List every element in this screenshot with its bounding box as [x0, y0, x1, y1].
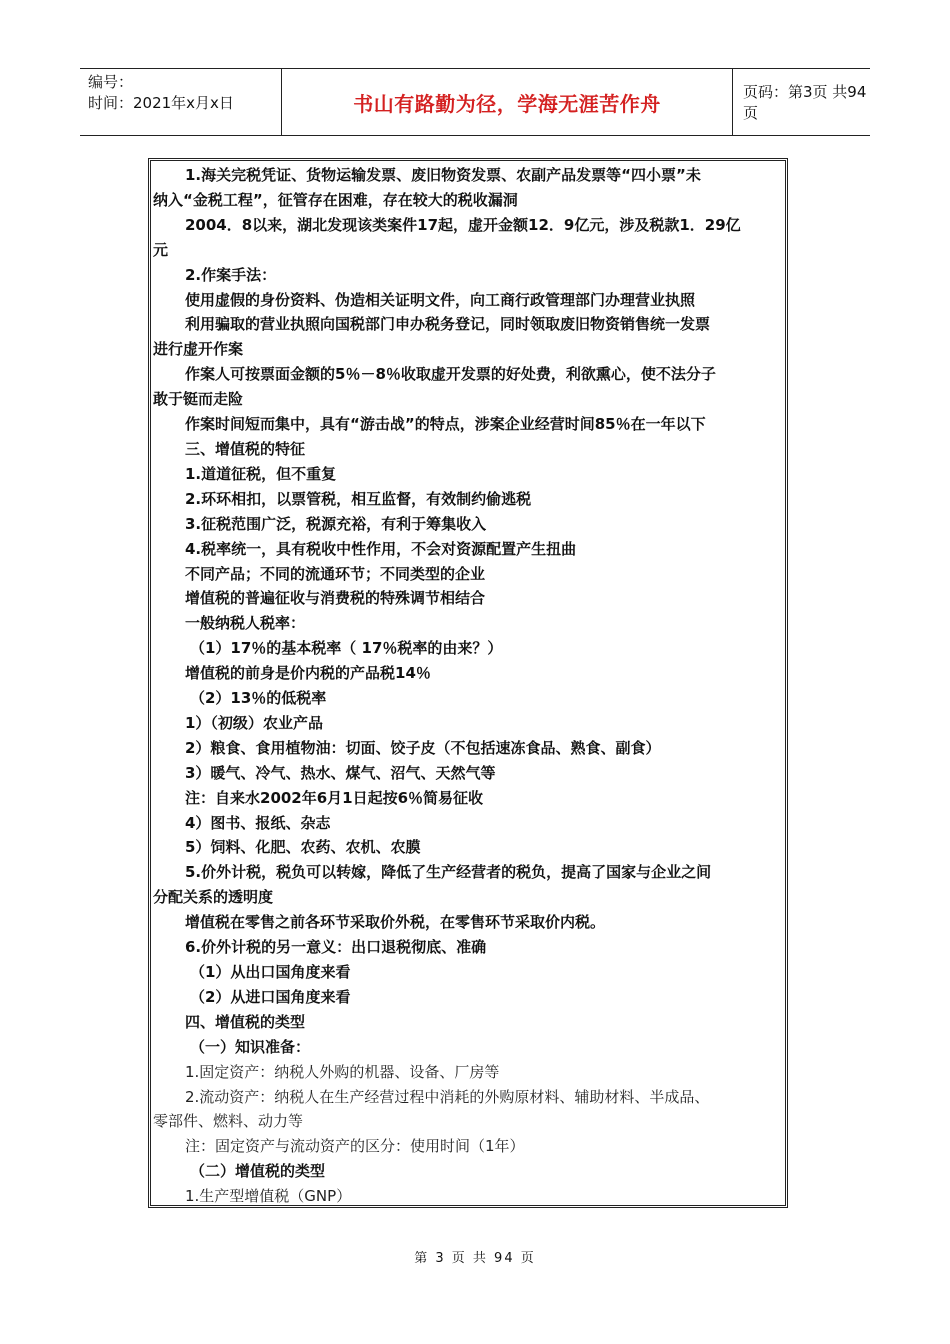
text-line: 利用骗取的营业执照向国税部门申办税务登记，同时领取废旧物资销售统一发票 [185, 315, 711, 334]
text-line: （1）17％的基本税率（ 17％税率的由来？） [190, 639, 503, 658]
text-line: 一般纳税人税率： [185, 614, 306, 633]
page-info: 页码：第3页 共94页 [743, 83, 867, 122]
text-line: 增值税的前身是价内税的产品税14％ [185, 664, 431, 683]
text-line: 1.海关完税凭证、货物运输发票、废旧物资发票、农副产品发票等“四小票”未 [185, 166, 701, 184]
text-line: 5）饲料、化肥、农药、农机、农膜 [185, 838, 421, 857]
text-line: 5.价外计税，税负可以转嫁，降低了生产经营者的税负，提高了国家与企业之间 [185, 863, 712, 882]
text-line: 元 [153, 240, 169, 259]
text-line: 注：固定资产与流动资产的区分：使用时间（1年） [185, 1137, 525, 1156]
text-line: 3.征税范围广泛，税源充裕，有利于筹集收入 [185, 514, 487, 533]
motto: 书山有路勤为径，学海无涯苦作舟 [282, 69, 733, 135]
page-footer: 第 3 页 共 94 页 [414, 1251, 536, 1266]
text-line: 分配关系的透明度 [153, 888, 274, 907]
text-line: 零部件、燃料、动力等 [153, 1112, 304, 1131]
text-line: （二）增值税的类型 [190, 1162, 326, 1181]
content-box [148, 158, 788, 1208]
text-line: 4）图书、报纸、杂志 [185, 813, 331, 832]
header-left-cell [80, 69, 282, 135]
header-table [80, 68, 870, 136]
section-heading: 四、增值税的类型 [185, 1012, 306, 1031]
content-lines [153, 163, 783, 1209]
code-label: 编号： [88, 73, 134, 91]
text-line: 2）粮食、食用植物油：切面、饺子皮（不包括速冻食品、熟食、副食） [185, 738, 661, 757]
text-line: 不同产品；不同的流通环节；不同类型的企业 [185, 564, 486, 583]
section-heading: 三、增值税的特征 [185, 439, 306, 458]
text-line: 1.固定资产：纳税人外购的机器、设备、厂房等 [185, 1062, 500, 1081]
text-line: 2.作案手法： [185, 265, 277, 284]
text-line: 2004．8以来，湖北发现该类案件17起，虚开金额12．9亿元，涉及税款1．29亿 [185, 215, 741, 234]
text-line: （2）从进口国角度来看 [190, 987, 351, 1006]
text-line: 2.流动资产：纳税人在生产经营过程中消耗的外购原材料、辅助材料、半成品、 [185, 1087, 710, 1106]
text-line: 增值税在零售之前各环节采取价外税，在零售环节采取价内税。 [185, 913, 606, 932]
text-line: 敢于铤而走险 [153, 390, 244, 409]
text-line: 1）（初级）农业产品 [185, 713, 323, 732]
text-line: （1）从出口国角度来看 [190, 963, 351, 981]
time-label: 时间：2021年x月x日 [88, 94, 234, 112]
text-line: （一）知识准备： [190, 1037, 311, 1056]
text-line: （2）13％的低税率 [190, 689, 327, 708]
text-line: 6.价外计税的另一意义：出口退税彻底、准确 [185, 938, 487, 957]
text-line: 作案人可按票面金额的5％－8％收取虚开发票的好处费，利欲熏心，使不法分子 [185, 365, 716, 384]
text-line: 1.生产型增值税（GNP） [185, 1187, 352, 1206]
text-line: 作案时间短而集中，具有“游击战”的特点，涉案企业经营时间85％在一年以下 [185, 415, 706, 434]
text-line: 进行虚开作案 [153, 340, 244, 359]
text-line: 使用虚假的身份资料、伪造相关证明文件，向工商行政管理部门办理营业执照 [185, 290, 696, 309]
text-line: 3）暖气、冷气、热水、煤气、沼气、天然气等 [185, 763, 496, 782]
text-line: 1.道道征税，但不重复 [185, 464, 337, 483]
text-line: 注：自来水2002年6月1日起按6％简易征收 [185, 788, 484, 807]
text-line: 增值税的普遍征收与消费税的特殊调节相结合 [185, 589, 486, 608]
text-line: 2.环环相扣，以票管税，相互监督，有效制约偷逃税 [185, 489, 532, 508]
text-line: 纳入“金税工程”，征管存在困难，存在较大的税收漏洞 [153, 190, 518, 209]
text-line: 4.税率统一，具有税收中性作用，不会对资源配置产生扭曲 [185, 539, 577, 558]
